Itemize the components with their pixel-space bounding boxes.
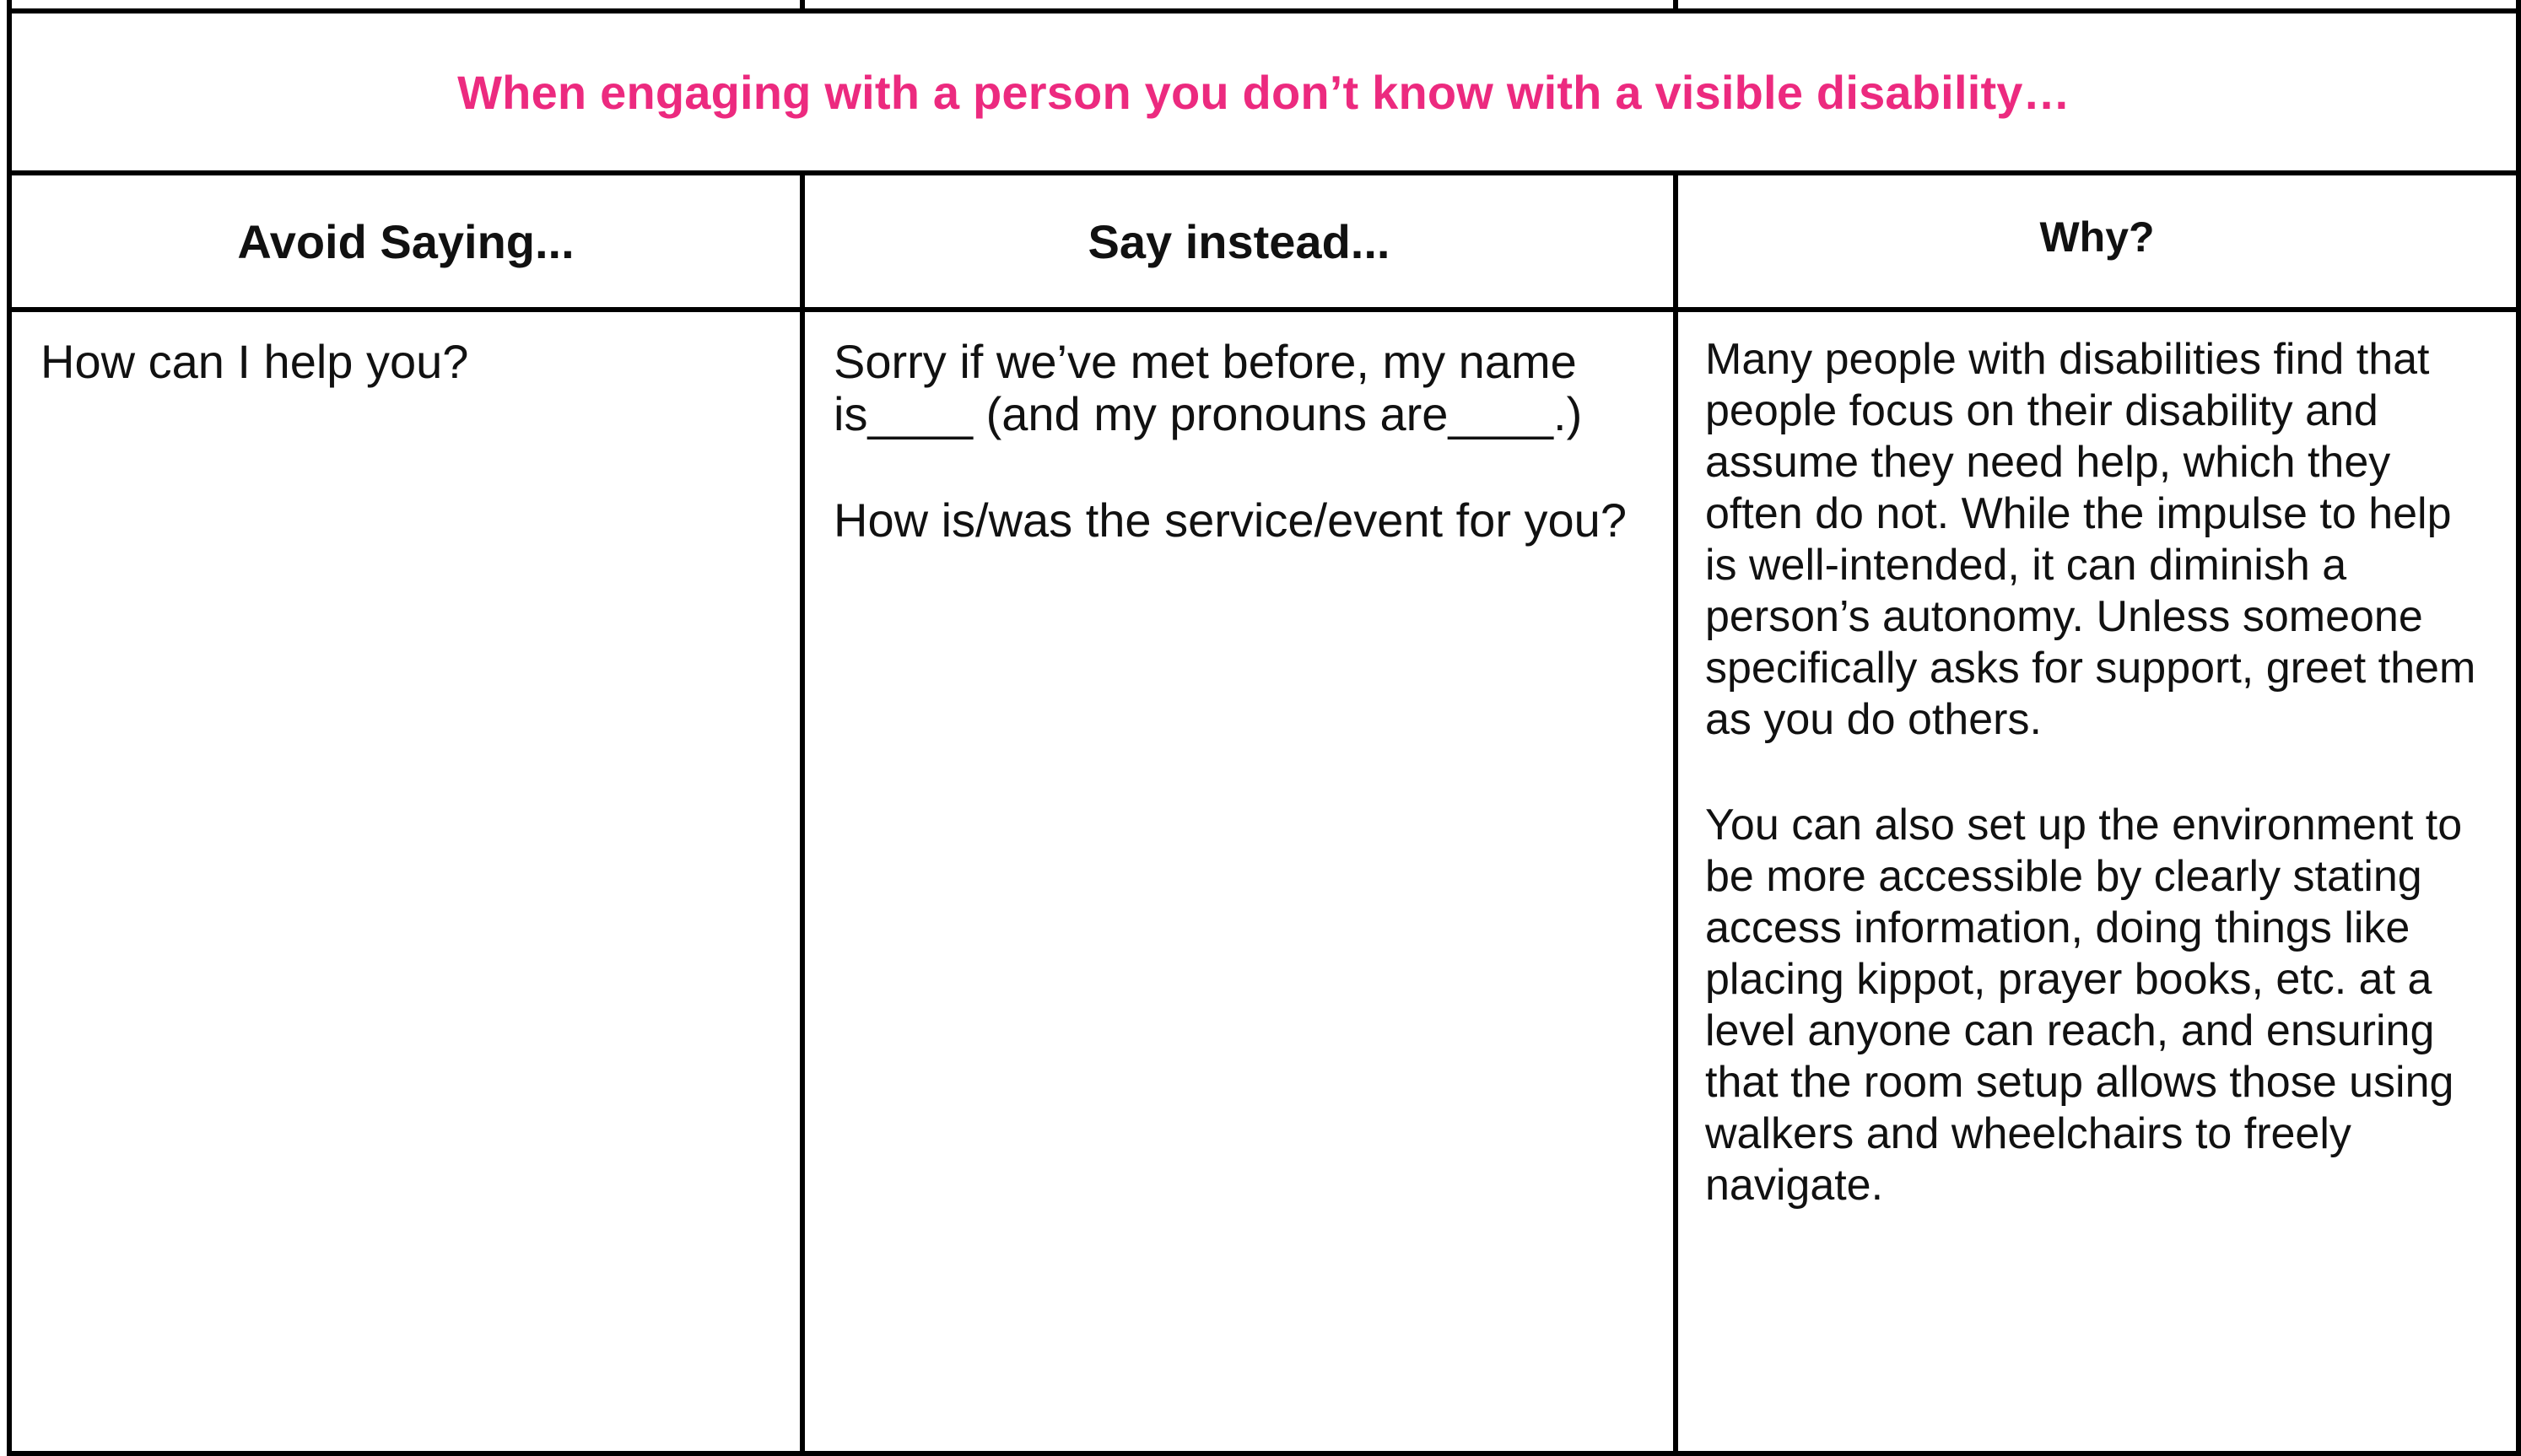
section-title: When engaging with a person you don’t know with a visible disability… (9, 11, 2518, 173)
previous-row-fragment (9, 0, 2518, 11)
previous-cell-why (1676, 0, 2518, 11)
header-why: Why? (1676, 173, 2518, 310)
say-instead-paragraph-1: Sorry if we’ve met before, my name is____ (and my pronouns are____.) (834, 335, 1583, 440)
column-header-row (9, 173, 2518, 310)
cell-avoid-saying (9, 310, 802, 1453)
header-say-instead: Say instead... (802, 173, 1676, 310)
guidance-row (9, 310, 2518, 1453)
guidance-table (7, 0, 2521, 1456)
cell-say-instead (802, 310, 1676, 1453)
cell-why (1676, 310, 2518, 1453)
why-paragraph-1: Many people with disabilities find that people focus on their disability and assume they need help, which they often do not. While the impulse to help is well-intended, it can diminish a person’s autonomy. Unless someone specifically asks for support, greet them as you do others. (1705, 335, 2476, 744)
section-title-row (9, 11, 2518, 173)
avoid-saying-text: How can I help you? (40, 335, 469, 388)
say-instead-paragraph-2: How is/was the service/event for you? (834, 493, 1627, 547)
previous-cell-instead (802, 0, 1676, 11)
why-paragraph-2: You can also set up the environment to be more accessible by clearly stating access information, doing things like placing kippot, prayer books, etc. at a level anyone can reach, and ensuring that the room setup allows those using walkers and wheelchairs to freely navigate. (1705, 801, 2463, 1210)
header-avoid-saying: Avoid Saying... (9, 173, 802, 310)
previous-cell-avoid (9, 0, 802, 11)
